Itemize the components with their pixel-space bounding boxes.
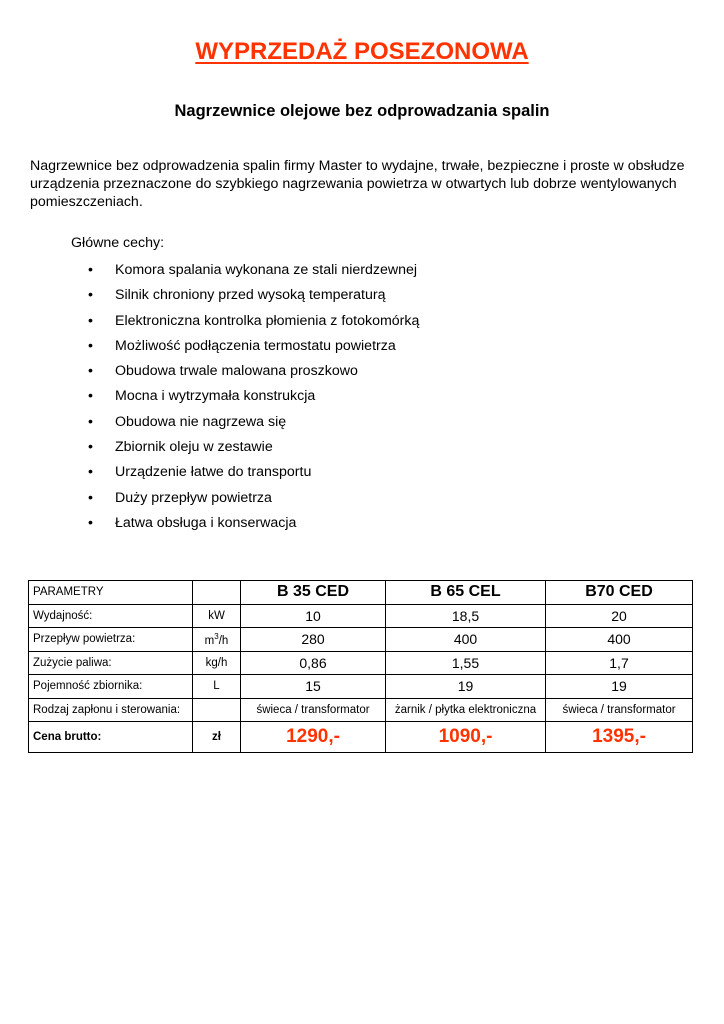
table-row [29,651,693,675]
price-value: 1090,- [386,722,546,753]
feature-item: • Łatwa obsługa i konserwacja [88,512,419,537]
model-header: B 35 CED [241,581,386,605]
feature-item: • Silnik chroniony przed wysoką temperaturą [88,284,419,309]
feature-item: • Mocna i wytrzymała konstrukcja [88,385,419,410]
bullet-icon: • [88,262,93,278]
table-header-row [29,581,693,605]
page-title: WYPRZEDAŻ POSEZONOWA [195,38,529,65]
features-heading: Główne cechy: [71,235,165,251]
feature-item: • Zbiornik oleju w zestawie [88,436,419,461]
table-cell: 400 [546,628,693,652]
price-value: 1395,- [546,722,693,753]
table-header-label: PARAMETRY [29,581,193,605]
model-header: B 65 CEL [386,581,546,605]
row-label: Rodzaj zapłonu i sterowania: [29,698,193,722]
feature-item: • Obudowa nie nagrzewa się [88,411,419,436]
row-label: Wydajność: [29,604,193,628]
row-label: Przepływ powietrza: [29,628,193,652]
bullet-icon: • [88,388,93,405]
price-label: Cena brutto: [29,722,193,753]
row-unit [193,628,241,652]
bullet-icon: • [88,413,93,430]
table-cell: świeca / transformator [546,698,693,722]
table-cell: 10 [241,604,386,628]
bullet-icon: • [88,464,93,481]
table-cell: 280 [241,628,386,652]
price-value: 1290,- [241,722,386,753]
page-subtitle: Nagrzewnice olejowe bez odprowadzania spalin [174,102,550,120]
table-row [29,604,693,628]
price-row [29,722,693,753]
bullet-icon: • [88,514,93,531]
row-unit: L [193,675,241,699]
row-label: Zużycie paliwa: [29,651,193,675]
features-list [88,259,419,537]
table-cell: 20 [546,604,693,628]
table-cell: 19 [386,675,546,699]
row-label: Pojemność zbiornika: [29,675,193,699]
table-cell: 1,55 [386,651,546,675]
price-unit: zł [193,722,241,753]
table-cell: świeca / transformator [241,698,386,722]
unit-text: $m^3/h$ [204,631,229,647]
feature-item: • Możliwość podłączenia termostatu powietrza [88,335,419,360]
table-cell: żarnik / płytka elektroniczna [386,698,546,722]
table-cell: 15 [241,675,386,699]
row-unit [193,698,241,722]
bullet-icon: • [88,363,93,380]
feature-item: • Obudowa trwale malowana proszkowo [88,360,419,385]
table-cell: 19 [546,675,693,699]
table-cell: 1,7 [546,651,693,675]
feature-item: • Komora spalania wykonana ze stali nierdzewnej [88,259,419,284]
feature-item: • Duży przepływ powietrza [88,487,419,512]
table-row [29,628,693,652]
table-cell: 400 [386,628,546,652]
table-header-unit [193,581,241,605]
intro-paragraph: Nagrzewnice bez odprowadzenia spalin firmy Master to wydajne, trwałe, bezpieczne i proste w obsłudze urządzenia przeznaczone do szybkiego nagrzewania powietrza w otwartych lub dobrze wentylowanych pomieszczeniach. [30,158,685,210]
table-row [29,675,693,699]
bullet-icon: • [88,312,93,329]
parameters-table [28,580,693,753]
row-unit: kW [193,604,241,628]
feature-item: • Elektroniczna kontrolka płomienia z fotokomórką [88,310,419,335]
model-header: B70 CED [546,581,693,605]
bullet-icon: • [88,337,93,354]
feature-item: • Urządzenie łatwe do transportu [88,461,419,486]
table-cell: 18,5 [386,604,546,628]
bullet-icon: • [88,287,93,304]
table-row [29,698,693,722]
table-cell: 0,86 [241,651,386,675]
row-unit: kg/h [193,651,241,675]
bullet-icon: • [88,439,93,456]
bullet-icon: • [88,489,93,506]
